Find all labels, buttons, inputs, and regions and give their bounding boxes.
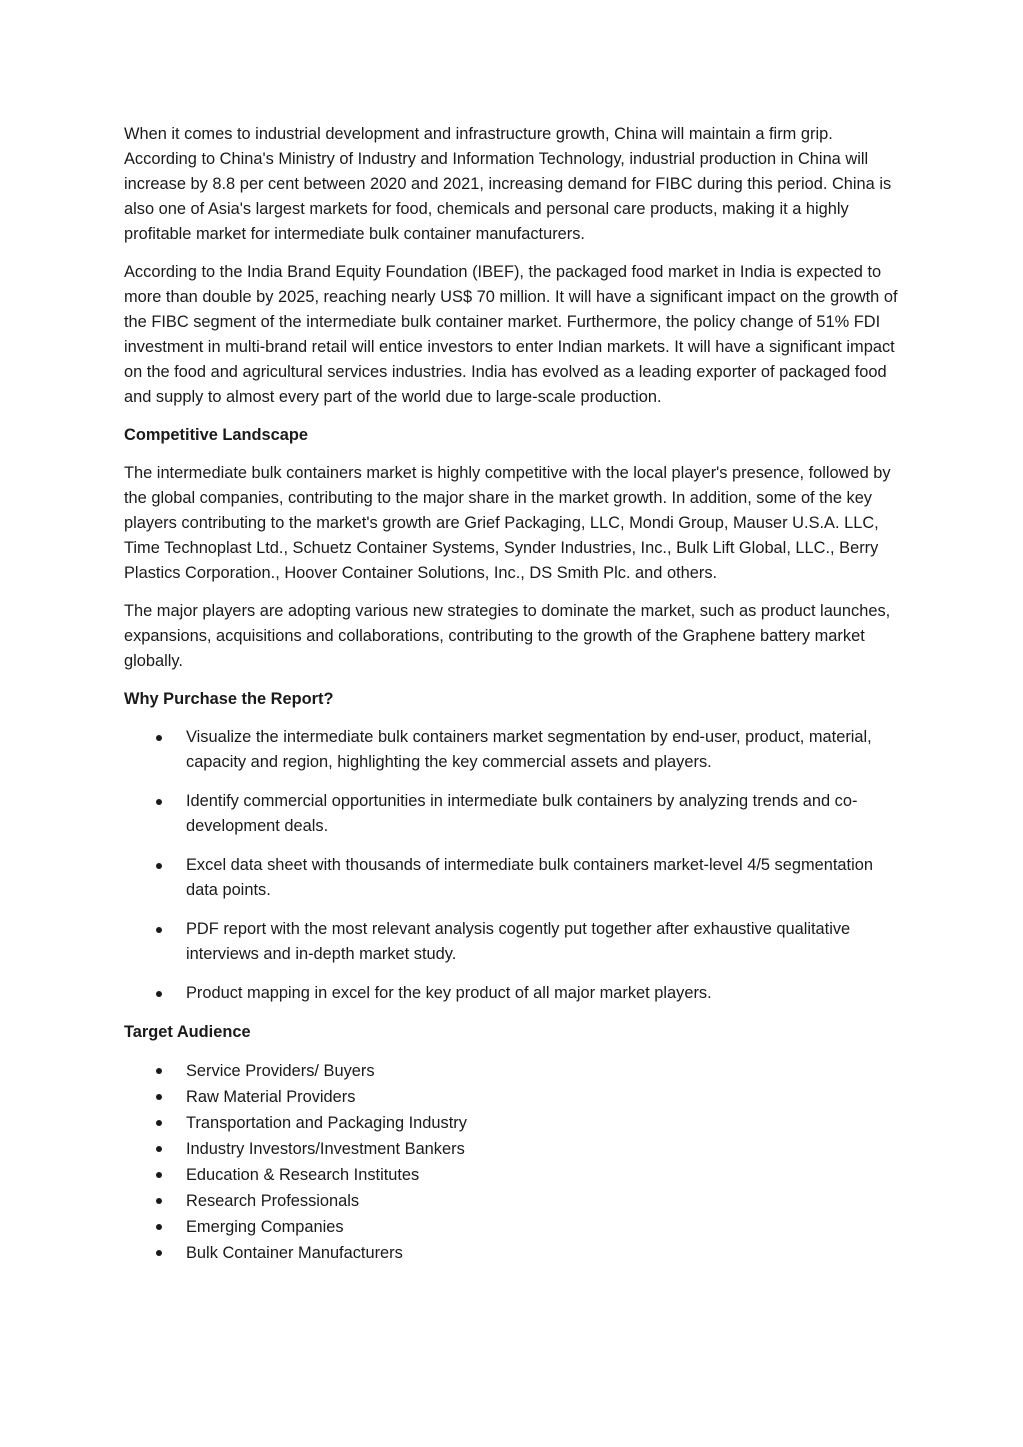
bullet-icon	[156, 735, 162, 741]
list-item	[124, 917, 904, 967]
list-item-text: Identify commercial opportunities in intermediate bulk containers by analyzing trends and co-development deals.	[186, 792, 858, 835]
list-item-text: Industry Investors/Investment Bankers	[186, 1140, 465, 1158]
bullet-icon	[156, 799, 162, 805]
list-item	[124, 1162, 904, 1188]
heading-target-audience: Target Audience	[124, 1023, 251, 1041]
list-item	[124, 1058, 904, 1084]
heading-competitive-landscape: Competitive Landscape	[124, 426, 308, 444]
list-item	[124, 1136, 904, 1162]
list-item-text: Research Professionals	[186, 1192, 360, 1210]
bullet-icon	[156, 927, 162, 933]
paragraph-india: According to the India Brand Equity Foundation (IBEF), the packaged food market in India is expected to more than double by 2025, reaching nearly US$ 70 million. It will have a significant impact on the growth of the FIBC segment of the intermediate bulk container market. Furthermore, the policy change of 51% FDI investment in multi-brand retail will entice investors to enter Indian markets. It will have a significant impact on the food and agricultural services industries. India has evolved as a leading exporter of packaged food and supply to almost every part of the world due to large-scale production.	[124, 263, 898, 406]
list-item-text: Bulk Container Manufacturers	[186, 1244, 403, 1262]
list-item-text: Education & Research Institutes	[186, 1166, 420, 1184]
list-item-text: Visualize the intermediate bulk containers market segmentation by end-user, product, material, capacity and region, highlighting the key commercial assets and players.	[186, 728, 872, 771]
bullet-icon	[156, 1224, 162, 1230]
bullet-icon	[156, 1120, 162, 1126]
bullet-icon	[156, 1146, 162, 1152]
bullet-icon	[156, 1068, 162, 1074]
why-purchase-list	[124, 725, 904, 1006]
list-item-text: Transportation and Packaging Industry	[186, 1114, 467, 1132]
heading-why-purchase: Why Purchase the Report?	[124, 690, 334, 708]
list-item	[124, 1214, 904, 1240]
list-item-text: Service Providers/ Buyers	[186, 1062, 375, 1080]
document-page	[124, 122, 904, 1266]
list-item	[124, 1188, 904, 1214]
paragraph-competitive-strategies: The major players are adopting various new strategies to dominate the market, such as product launches, expansions, acquisitions and collaborations, contributing to the growth of the Graphene battery market globally.	[124, 602, 891, 670]
list-item	[124, 981, 904, 1006]
bullet-icon	[156, 1172, 162, 1178]
bullet-icon	[156, 863, 162, 869]
list-item	[124, 789, 904, 839]
list-item	[124, 1240, 904, 1266]
list-item-text: PDF report with the most relevant analysis cogently put together after exhaustive qualitative interviews and in-depth market study.	[186, 920, 851, 963]
list-item	[124, 1084, 904, 1110]
bullet-icon	[156, 1250, 162, 1256]
bullet-icon	[156, 1198, 162, 1204]
paragraph-china: When it comes to industrial development and infrastructure growth, China will maintain a firm grip. According to China's Ministry of Industry and Information Technology, industrial production in China will increase by 8.8 per cent between 2020 and 2021, increasing demand for FIBC during this period. China is also one of Asia's largest markets for food, chemicals and personal care products, making it a highly profitable market for intermediate bulk container manufacturers.	[124, 125, 892, 243]
list-item-text: Excel data sheet with thousands of intermediate bulk containers market-level 4/5 segmentation data points.	[186, 856, 873, 899]
paragraph-competitive-players: The intermediate bulk containers market is highly competitive with the local player's presence, followed by the global companies, contributing to the major share in the market growth. In addition, some of the key players contributing to the market's growth are Grief Packaging, LLC, Mondi Group, Mauser U.S.A. LLC, Time Technoplast Ltd., Schuetz Container Systems, Synder Industries, Inc., Bulk Lift Global, LLC., Berry Plastics Corporation., Hoover Container Solutions, Inc., DS Smith Plc. and others.	[124, 464, 891, 582]
bullet-icon	[156, 991, 162, 997]
list-item-text: Product mapping in excel for the key product of all major market players.	[186, 984, 712, 1002]
target-audience-list	[124, 1058, 904, 1266]
bullet-icon	[156, 1094, 162, 1100]
list-item-text: Raw Material Providers	[186, 1088, 356, 1106]
list-item	[124, 725, 904, 775]
list-item-text: Emerging Companies	[186, 1218, 344, 1236]
list-item	[124, 853, 904, 903]
list-item	[124, 1110, 904, 1136]
